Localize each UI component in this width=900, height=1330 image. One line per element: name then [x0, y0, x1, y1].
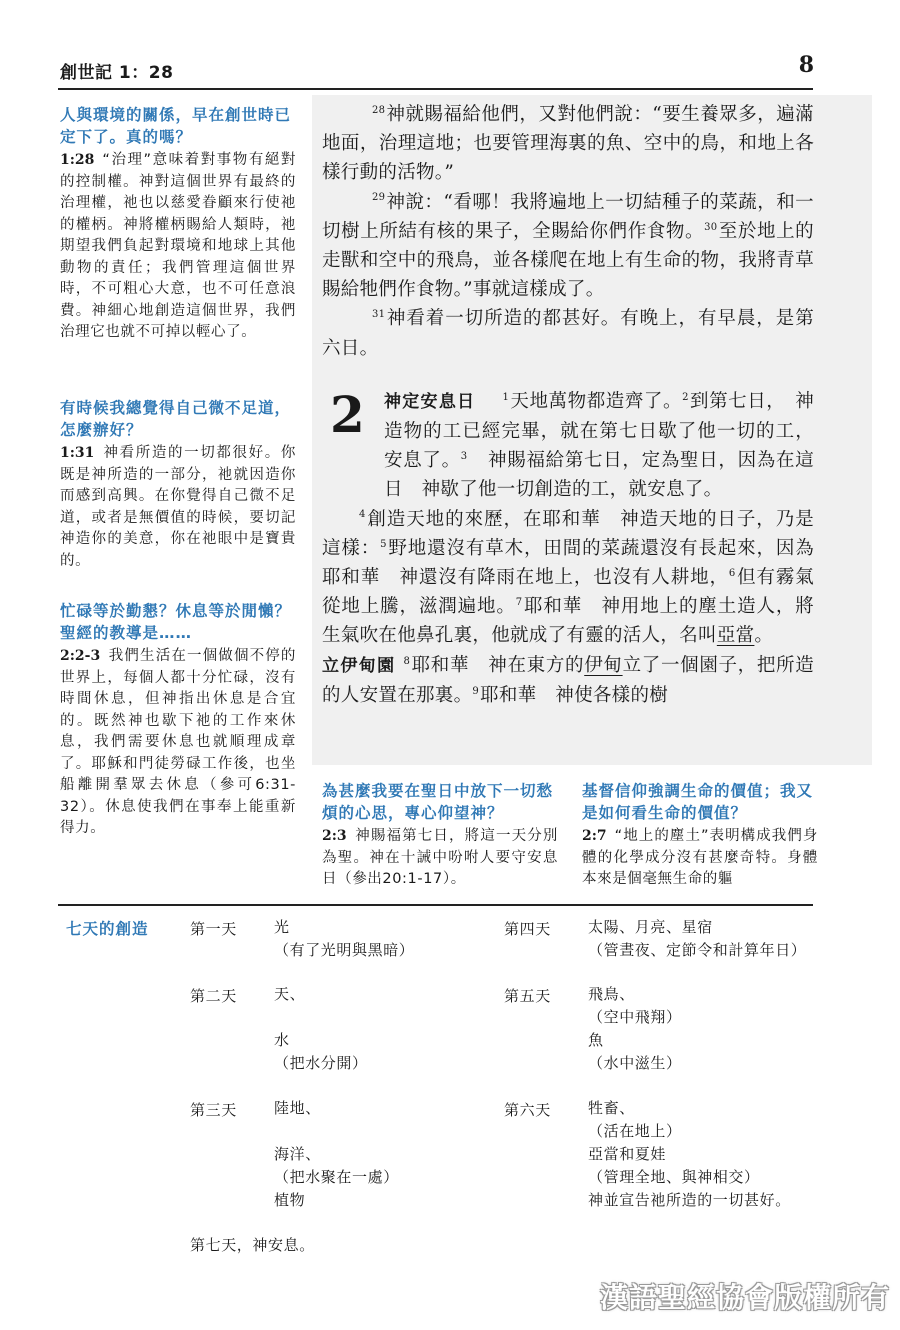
verse-1-28 — [322, 100, 814, 188]
verse-number: 9 — [472, 685, 480, 697]
verse-text: 耶和華 神使各樣的樹 — [480, 684, 669, 706]
verse-number: 28 — [371, 104, 386, 116]
mid-note-1 — [322, 780, 558, 891]
verse-number: 7 — [515, 597, 523, 609]
day-line: （把水分開） — [274, 1054, 368, 1072]
note-question: 人與環境的關係，早在創世時已定下了。真的嗎？ — [60, 106, 292, 146]
day-label: 第二天 — [190, 987, 237, 1005]
note-text: 我們生活在一個做個不停的世界上，每個人都十分忙碌，沒有時間休息，但神指出休息是合宜的。既然神也歇下祂的工作來休息，我們需要休息也就順理成章了。耶穌和門徒勞碌工作後，也坐船離開羣眾去休息（參可6:31-32）。休息使我們在事奉上能重新得力。 — [60, 648, 296, 836]
day-line: 光 — [274, 918, 290, 936]
note-text: 神看所造的一切都很好。你既是神所造的一部分，祂就因造你而感到高興。在你覺得自己微不足道，或者是無價值的時候，要切記神造你的美意，你在祂眼中是寶貴的。 — [60, 445, 296, 569]
seventh-day: 第七天，神安息。 — [190, 1236, 315, 1254]
day-content — [274, 983, 368, 1075]
day-line: 太陽、月亮、星宿 — [588, 918, 713, 936]
day-content — [274, 1097, 399, 1212]
day-line: 牲畜、 — [588, 1099, 635, 1117]
verse-number: 3 — [460, 451, 468, 463]
section-heading: 立伊甸園 — [322, 655, 396, 676]
verse-text: 耶和華 神用地上的塵土造人，將生氣吹在他鼻孔裏，他就成了有靈的活人，名叫 — [322, 596, 814, 647]
note-text: “地上的塵土”表明構成我們身體的化學成分沒有甚麼奇特。身體本來是個毫無生命的軀 — [582, 828, 818, 887]
verse-text: 創造天地的來歷，在耶和華 神造天地的日子，乃是這樣： — [322, 508, 814, 559]
verse-text: 神看着一切所造的都甚好。有晚上，有早晨，是第六日。 — [322, 308, 814, 359]
verse-text: 。 — [754, 625, 774, 647]
day-line: （管晝夜、定節令和計算年日） — [588, 941, 807, 959]
day-line: 神並宣告祂所造的一切甚好。 — [588, 1191, 791, 1209]
verse-number: 5 — [380, 538, 387, 550]
verse-text: 到第七日， 神造物的工已經完畢，就在第七日歇了他一切的工，安息了。 — [384, 390, 814, 472]
day-label: 第三天 — [190, 1101, 237, 1119]
day-line: 陸地、 — [274, 1099, 321, 1117]
note-question: 基督信仰強調生命的價值；我又是如何看生命的價值？ — [582, 782, 814, 822]
section-heading: 神定安息日 — [384, 391, 476, 412]
verse-number: 1 — [502, 391, 510, 403]
day-content — [588, 916, 806, 962]
verse-text: 神賜福給第七日，定為聖日，因為在這日 神歇了他一切創造的工，就安息了。 — [384, 450, 815, 501]
day-line: （管理全地、與神相交） — [588, 1168, 760, 1186]
day-line: 植物 — [274, 1191, 306, 1209]
running-head: 創世記 1：28 — [60, 63, 174, 83]
copyright-watermark: 漢語聖經協會版權所有 — [599, 1281, 890, 1314]
note-question: 有時候我總覺得自己微不足道，怎麼辦好？ — [60, 399, 292, 439]
verse-text: 野地還沒有草木，田間的菜蔬還沒有長起來，因為耶和華 神還沒有降雨在地上，也沒有人耕地， — [322, 537, 814, 589]
note-body — [582, 826, 818, 891]
verse-text: 神說：“看哪！我將遍地上一切結種子的菜蔬，和一切樹上所結有核的果子，全賜給你們作食物。 — [322, 191, 814, 242]
day-line: 天、 — [274, 985, 306, 1003]
spacer — [274, 1120, 399, 1143]
note-ref: 1:31 — [60, 445, 95, 461]
note-question: 忙碌等於勤懇？休息等於閒懶？聖經的教導是…… — [60, 602, 292, 642]
verse-text: 天地萬物都造齊了。 — [510, 390, 683, 412]
day-content — [588, 1097, 791, 1212]
proper-name-adam: 亞當 — [716, 625, 755, 647]
verse-2-4 — [322, 505, 814, 651]
note-ref: 2:7 — [582, 828, 607, 844]
note-ref: 1:28 — [60, 152, 95, 168]
scripture-text — [322, 100, 814, 710]
verse-1-31 — [322, 304, 814, 362]
note-text: “治理”意味着對事物有絕對的控制權。神對這個世界有最終的治理權，祂也以慈愛眷顧來行使祂的權柄。神將權柄賜給人類時，祂期望我們負起對環境和地球上其他動物的責任；我們管理這個世界時，不可粗心大意，也不可任意浪費。神細心地創造這個世界，我們治理它也就不可掉以輕心了。 — [60, 152, 296, 340]
side-note-1 — [60, 104, 296, 344]
verse-text: 立了一個園子，把所造的人安置在那裏。 — [322, 654, 815, 706]
header-rule — [58, 88, 813, 90]
verse-2-8 — [322, 651, 814, 710]
table-rule — [58, 904, 813, 906]
verse-text: 神就賜福給他們，又對他們說：“要生養眾多，遍滿地面，治理這地；也要管理海裏的魚、空中的鳥，和地上各樣行動的活物。” — [322, 104, 814, 184]
verse-number: 4 — [359, 509, 366, 521]
chapter-number: 2 — [330, 384, 366, 444]
note-ref: 2:3 — [322, 828, 347, 844]
note-body — [60, 150, 296, 344]
verse-number: 31 — [371, 309, 386, 321]
verse-text: 耶和華 神在東方的 — [411, 654, 585, 676]
verse-1-29 — [322, 188, 814, 305]
note-body — [60, 646, 296, 840]
day-label: 第五天 — [504, 987, 551, 1005]
verse-number: 2 — [682, 391, 689, 403]
page-number: 8 — [798, 52, 814, 78]
day-label: 第六天 — [504, 1101, 551, 1119]
note-body — [60, 443, 296, 572]
day-line: 海洋、 — [274, 1145, 321, 1163]
day-line: 水 — [274, 1031, 290, 1049]
day-line: （水中滋生） — [588, 1054, 682, 1072]
day-line: 亞當和夏娃 — [588, 1145, 667, 1163]
day-line: 飛鳥、 — [588, 985, 635, 1003]
spacer — [322, 363, 814, 375]
spacer — [322, 375, 814, 387]
day-line: （把水聚在一處） — [274, 1168, 399, 1186]
verse-text: 至於地上的走獸和空中的飛鳥，並各樣爬在地上有生命的物，我將青草賜給牠們作食物。”事就這樣成了。 — [322, 220, 814, 301]
note-text: 神賜福第七日，將這一天分別為聖。神在十誡中吩咐人要守安息日（參出20:1-17）。 — [322, 828, 558, 887]
day-content — [588, 983, 682, 1075]
day-line: （有了光明與黑暗） — [274, 941, 415, 959]
proper-name-eden: 伊甸 — [584, 654, 623, 676]
day-line: （空中飛翔） — [588, 1008, 682, 1026]
chapter-2-opening — [322, 384, 815, 505]
verse-number: 30 — [704, 221, 718, 233]
verse-number: 6 — [728, 567, 736, 579]
day-line: （活在地上） — [588, 1122, 682, 1140]
verse-number: 8 — [403, 655, 411, 667]
day-label: 第四天 — [504, 920, 551, 938]
note-ref: 2:2-3 — [60, 648, 101, 664]
note-body — [322, 826, 558, 891]
side-note-2 — [60, 397, 296, 572]
spacer — [274, 1006, 368, 1029]
verse-number: 29 — [371, 192, 386, 204]
verse-text: 但有霧氣從地上騰，滋潤遍地。 — [322, 567, 814, 618]
side-note-3 — [60, 600, 296, 840]
table-title: 七天的創造 — [66, 920, 149, 938]
day-content — [274, 916, 414, 962]
day-line: 魚 — [588, 1031, 604, 1049]
note-question: 為甚麼我要在聖日中放下一切愁煩的心思，專心仰望神？ — [322, 782, 554, 822]
mid-note-2 — [582, 780, 818, 891]
day-label: 第一天 — [190, 920, 237, 938]
